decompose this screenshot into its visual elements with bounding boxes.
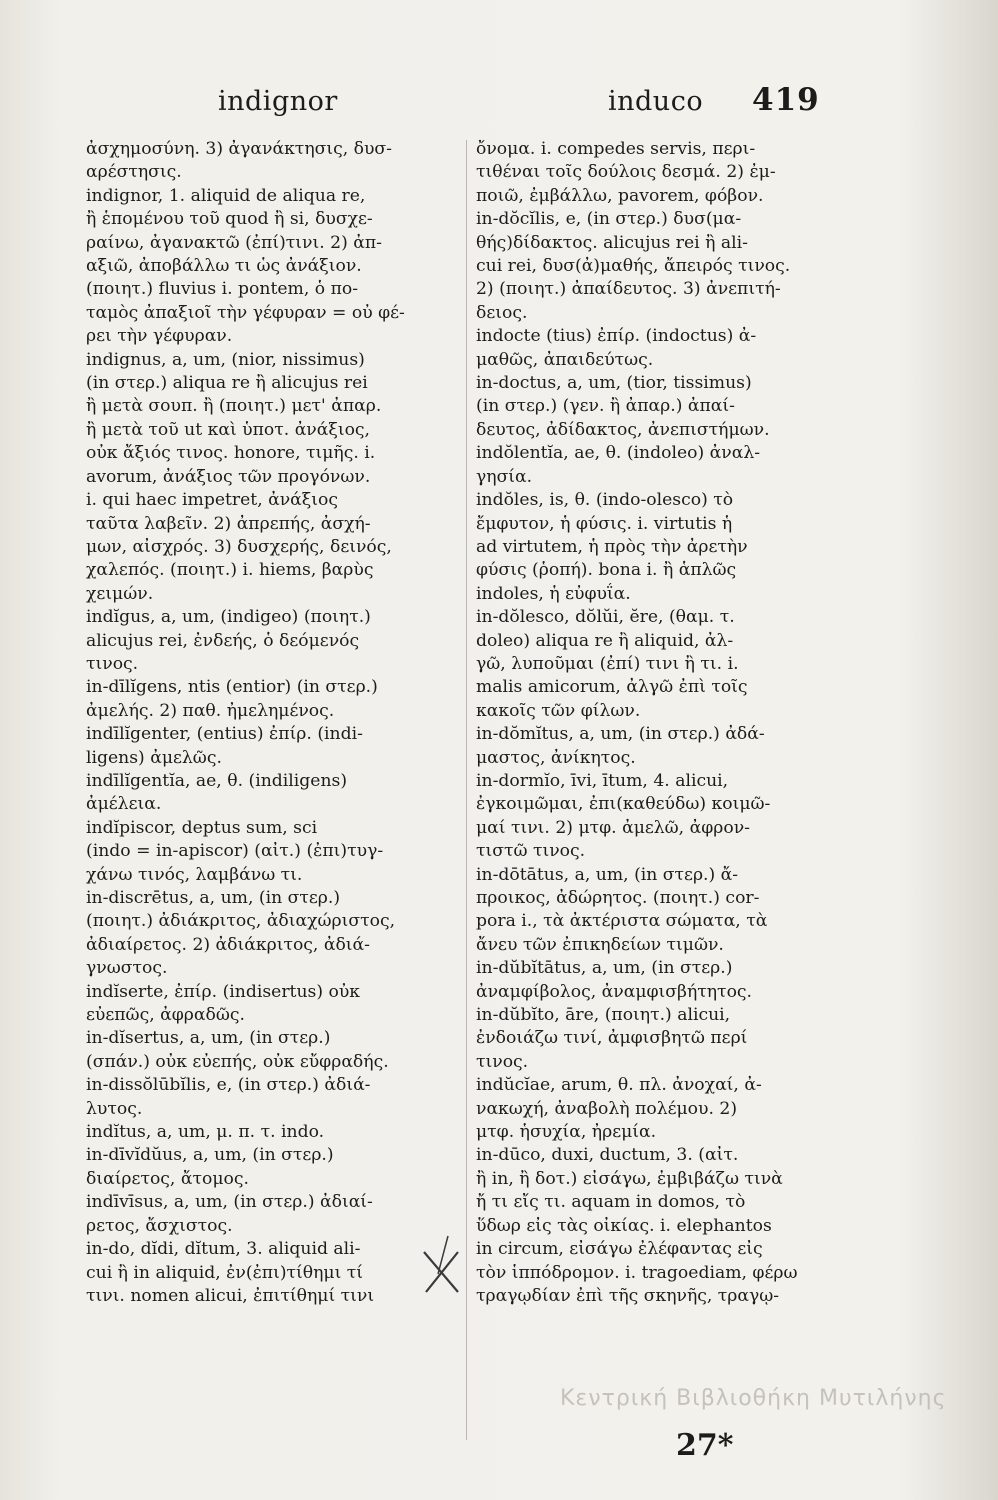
text-line: προικος, ἀδώρητος. (ποιητ.) cor- [476,888,760,908]
text-line: cui rei, δυσ(ἀ)μαθής, ἄπειρός τινος. [476,256,791,277]
text-line: χαλεπός. (ποιητ.) i. hiems, βαρὺς [86,560,374,581]
column-divider [466,140,467,1440]
text-line: indoles, ἡ εὐφυΐα. [476,583,631,604]
page-number: 419 [752,82,820,118]
text-line: in-dŏcĭlis, e, (in στερ.) δυσ(μα- [476,209,742,230]
text-line: μαστος, ἀνίκητος. [476,747,636,768]
text-line: ἄνευ τῶν ἐπικηδείων τιμῶν. [476,934,724,955]
text-line: indĭtus, a, um, μ. π. τ. indo. [86,1122,325,1143]
text-line: ἀδιαίρετος. 2) ἀδιάκριτος, ἀδιά- [86,934,370,955]
left-column [86,138,460,1308]
text-line: indĭgus, a, um, (indigeo) (ποιητ.) [86,607,371,628]
text-line: indīlĭgenter, (entius) ἐπίρ. (indi- [86,724,363,745]
text-line: ἀσχημοσύνη. 3) ἀγανάκτησις, δυσ- [86,139,392,159]
text-line: ἀναμφίβολος, ἀναμφισβήτητος. [476,981,753,1002]
text-line: νακωχή, ἀναβολὴ πολέμου. 2) [476,1098,738,1119]
text-line: indignor, 1. aliquid de aliqua re, [86,185,366,206]
text-line: δειος. [476,302,528,323]
text-line: μαθῶς, ἀπαιδεύτως. [476,349,654,370]
text-line: φύσις (ῥοπή). bona i. ἢ ἁπλῶς [476,560,737,581]
text-line: in-dŭbĭtātus, a, um, (in στερ.) [476,958,733,979]
text-line: in-dīvĭdŭus, a, um, (in στερ.) [86,1145,334,1166]
text-line: ad virtutem, ἡ πρὸς τὴν ἀρετὴν [476,536,748,557]
text-line: τὸν ἱππόδρομον. i. tragoediam, φέρω [476,1262,798,1283]
text-line: ἢ μετὰ τοῦ ut καὶ ὑποτ. ἀνάξιος, [86,419,371,440]
text-line: in-dormĭo, īvi, ītum, 4. alicui, [476,770,729,791]
text-line: διαίρετος, ἄτομος. [86,1168,249,1189]
text-line: (in στερ.) aliqua re ἢ alicujus rei [86,373,368,394]
text-line: indocte (tius) ἐπίρ. (indoctus) ἀ- [476,326,757,347]
text-line: θής)δίδακτος. alicujus rei ἢ ali- [476,232,748,253]
text-line: alicujus rei, ἐνδεής, ὁ δεόμενός [86,630,360,651]
text-line: ἀμέλεια. [86,794,162,815]
text-line: ραίνω, ἀγανακτῶ (ἐπί)τινι. 2) ἀπ- [86,232,382,253]
text-line: in-dŭbĭto, āre, (ποιητ.) alicui, [476,1005,731,1026]
text-line: τινος. [86,653,139,674]
text-line: indŏles, is, θ. (indo-olesco) τὸ [476,490,734,511]
text-line: (in στερ.) (γεν. ἢ ἀπαρ.) ἀπαί- [476,396,735,417]
text-line: indīlĭgentĭa, ae, θ. (indiligens) [86,770,348,791]
text-line: i. qui haec impetret, ἀνάξιος [86,490,338,511]
text-line: εὐεπῶς, ἀφραδῶς. [86,1005,245,1026]
text-line: ρει τὴν γέφυραν. [86,326,233,347]
text-line: cui ἢ in aliquid, ἐν(ἐπι)τίθημι τί [86,1262,364,1283]
text-line: τιθέναι τοῖς δούλοις δεσμά. 2) ἐμ- [476,162,776,183]
text-line: ρετος, ἄσχιστος. [86,1215,233,1236]
text-line: indignus, a, um, (nior, nissimus) [86,349,365,370]
text-line: μων, αἰσχρός. 3) δυσχερής, δεινός, [86,536,392,557]
text-line: δευτος, ἀδίδακτος, ἀνεπιστήμων. [476,419,770,440]
text-line: indŭcĭae, arum, θ. πλ. ἀνοχαί, ἀ- [476,1075,762,1096]
text-line: χάνω τινός, λαμβάνω τι. [86,864,303,885]
text-line: in-dūco, duxi, ductum, 3. (αἰτ. [476,1145,739,1166]
signature-mark: 27* [676,1428,734,1463]
text-line: in circum, εἰσάγω ἐλέφαντας εἰς [476,1239,763,1260]
text-line: ἢ ἑπομένου τοῦ quod ἢ si, δυσχε- [86,209,373,230]
text-line: ποιῶ, ἐμβάλλω, pavorem, φόβον. [476,185,764,206]
text-line: ἐνδοιάζω τινί, ἀμφισβητῶ περί [476,1028,748,1049]
text-line: ὄνομα. i. compedes servis, περι- [476,139,756,159]
library-watermark: Κεντρική Βιβλιοθήκη Μυτιλήνης [560,1386,947,1411]
text-line: μτφ. ἡσυχία, ἠρεμία. [476,1122,657,1143]
text-line: ἔμφυτον, ἡ φύσις. i. virtutis ἡ [476,513,733,534]
text-line: ἐγκοιμῶμαι, ἐπι(καθεύδω) κοιμῶ- [476,794,771,815]
text-line: γνωστος. [86,958,168,979]
text-line: ταῦτα λαβεῖν. 2) ἀπρεπής, ἀσχή- [86,513,371,534]
text-line: τραγῳδίαν ἐπὶ τῆς σκηνῆς, τραγῳ- [476,1285,780,1306]
text-line: (σπάν.) οὐκ εὐεπής, οὐκ εὔφραδής. [86,1051,389,1072]
text-line: ὕδωρ εἰς τὰς οἰκίας. i. elephantos [476,1215,772,1236]
text-line: in-dissŏlūbĭlis, e, (in στερ.) ἀδιά- [86,1075,371,1096]
text-line: in-dŏlesco, dŏlŭi, ĕre, (θαμ. τ. [476,607,735,628]
text-line: ἢ μετὰ σουπ. ἢ (ποιητ.) μετ' ἀπαρ. [86,396,382,417]
text-line: αρέστησις. [86,162,182,183]
text-line: λυτος. [86,1098,143,1119]
text-line: in-discrētus, a, um, (in στερ.) [86,888,341,908]
text-line: doleo) aliqua re ἢ aliquid, ἀλ- [476,630,734,651]
text-line: (ποιητ.) ἀδιάκριτος, ἀδιαχώριστος, [86,911,396,932]
text-line: indŏlentĭa, ae, θ. (indoleo) ἀναλ- [476,443,761,464]
running-head-right: induco [608,86,704,117]
text-line: οὐκ ἄξιός τινος. honore, τιμῆς. i. [86,443,376,464]
text-line: indĭserte, ἐπίρ. (indisertus) οὐκ [86,981,361,1002]
text-line: ἢ in, ἢ δοτ.) εἰσάγω, ἐμβιβάζω τινὰ [476,1168,783,1189]
text-line: τινος. [476,1051,529,1072]
text-line: in-dĭsertus, a, um, (in στερ.) [86,1028,331,1049]
text-line: in-dōtātus, a, um, (in στερ.) ἄ- [476,864,739,885]
text-line: αξιῶ, ἀποβάλλω τι ὡς ἀνάξιον. [86,256,362,277]
text-line: γῶ, λυποῦμαι (ἐπί) τινι ἢ τι. i. [476,653,739,674]
text-line: ἤ τι εἴς τι. aquam in domos, τὸ [476,1192,746,1213]
text-line: in-dīlĭgens, ntis (entior) (in στερ.) [86,677,378,698]
text-line: pora i., τὰ ἀκτέριστα σώματα, τὰ [476,911,768,932]
pencil-cross-mark [418,1234,464,1298]
text-line: in-doctus, a, um, (tior, tissimus) [476,373,752,394]
text-line: ligens) ἀμελῶς. [86,747,222,768]
text-line: avorum, ἀνάξιος τῶν προγόνων. [86,466,371,487]
text-line: (ποιητ.) fluvius i. pontem, ὁ πο- [86,279,359,300]
text-line: (indo = in-apiscor) (αἰτ.) (ἐπι)τυγ- [86,841,384,862]
text-line: χειμών. [86,583,154,604]
text-line: μαί τινι. 2) μτφ. ἀμελῶ, ἀφρον- [476,817,750,838]
running-head-left: indignor [218,86,338,117]
text-line: indīvīsus, a, um, (in στερ.) ἀδιαί- [86,1192,373,1213]
text-line: ταμὸς ἀπαξιοῖ τὴν γέφυραν = οὐ φέ- [86,302,405,323]
text-line: τινι. nomen alicui, ἐπιτίθημί τινι [86,1285,375,1306]
text-line: γησία. [476,466,533,487]
text-line: malis amicorum, ἀλγῶ ἐπὶ τοῖς [476,677,748,698]
text-line: τιστῶ τινος. [476,841,586,862]
text-line: κακοῖς τῶν φίλων. [476,700,641,721]
text-line: indĭpiscor, deptus sum, sci [86,817,318,838]
text-line: in-dŏmĭtus, a, um, (in στερ.) ἀδά- [476,724,765,745]
right-column [476,138,844,1308]
text-line: 2) (ποιητ.) ἀπαίδευτος. 3) ἀνεπιτή- [476,279,781,300]
text-line: ἀμελής. 2) παθ. ἠμελημένος. [86,700,335,721]
text-line: in-do, dĭdi, dĭtum, 3. aliquid ali- [86,1239,361,1260]
